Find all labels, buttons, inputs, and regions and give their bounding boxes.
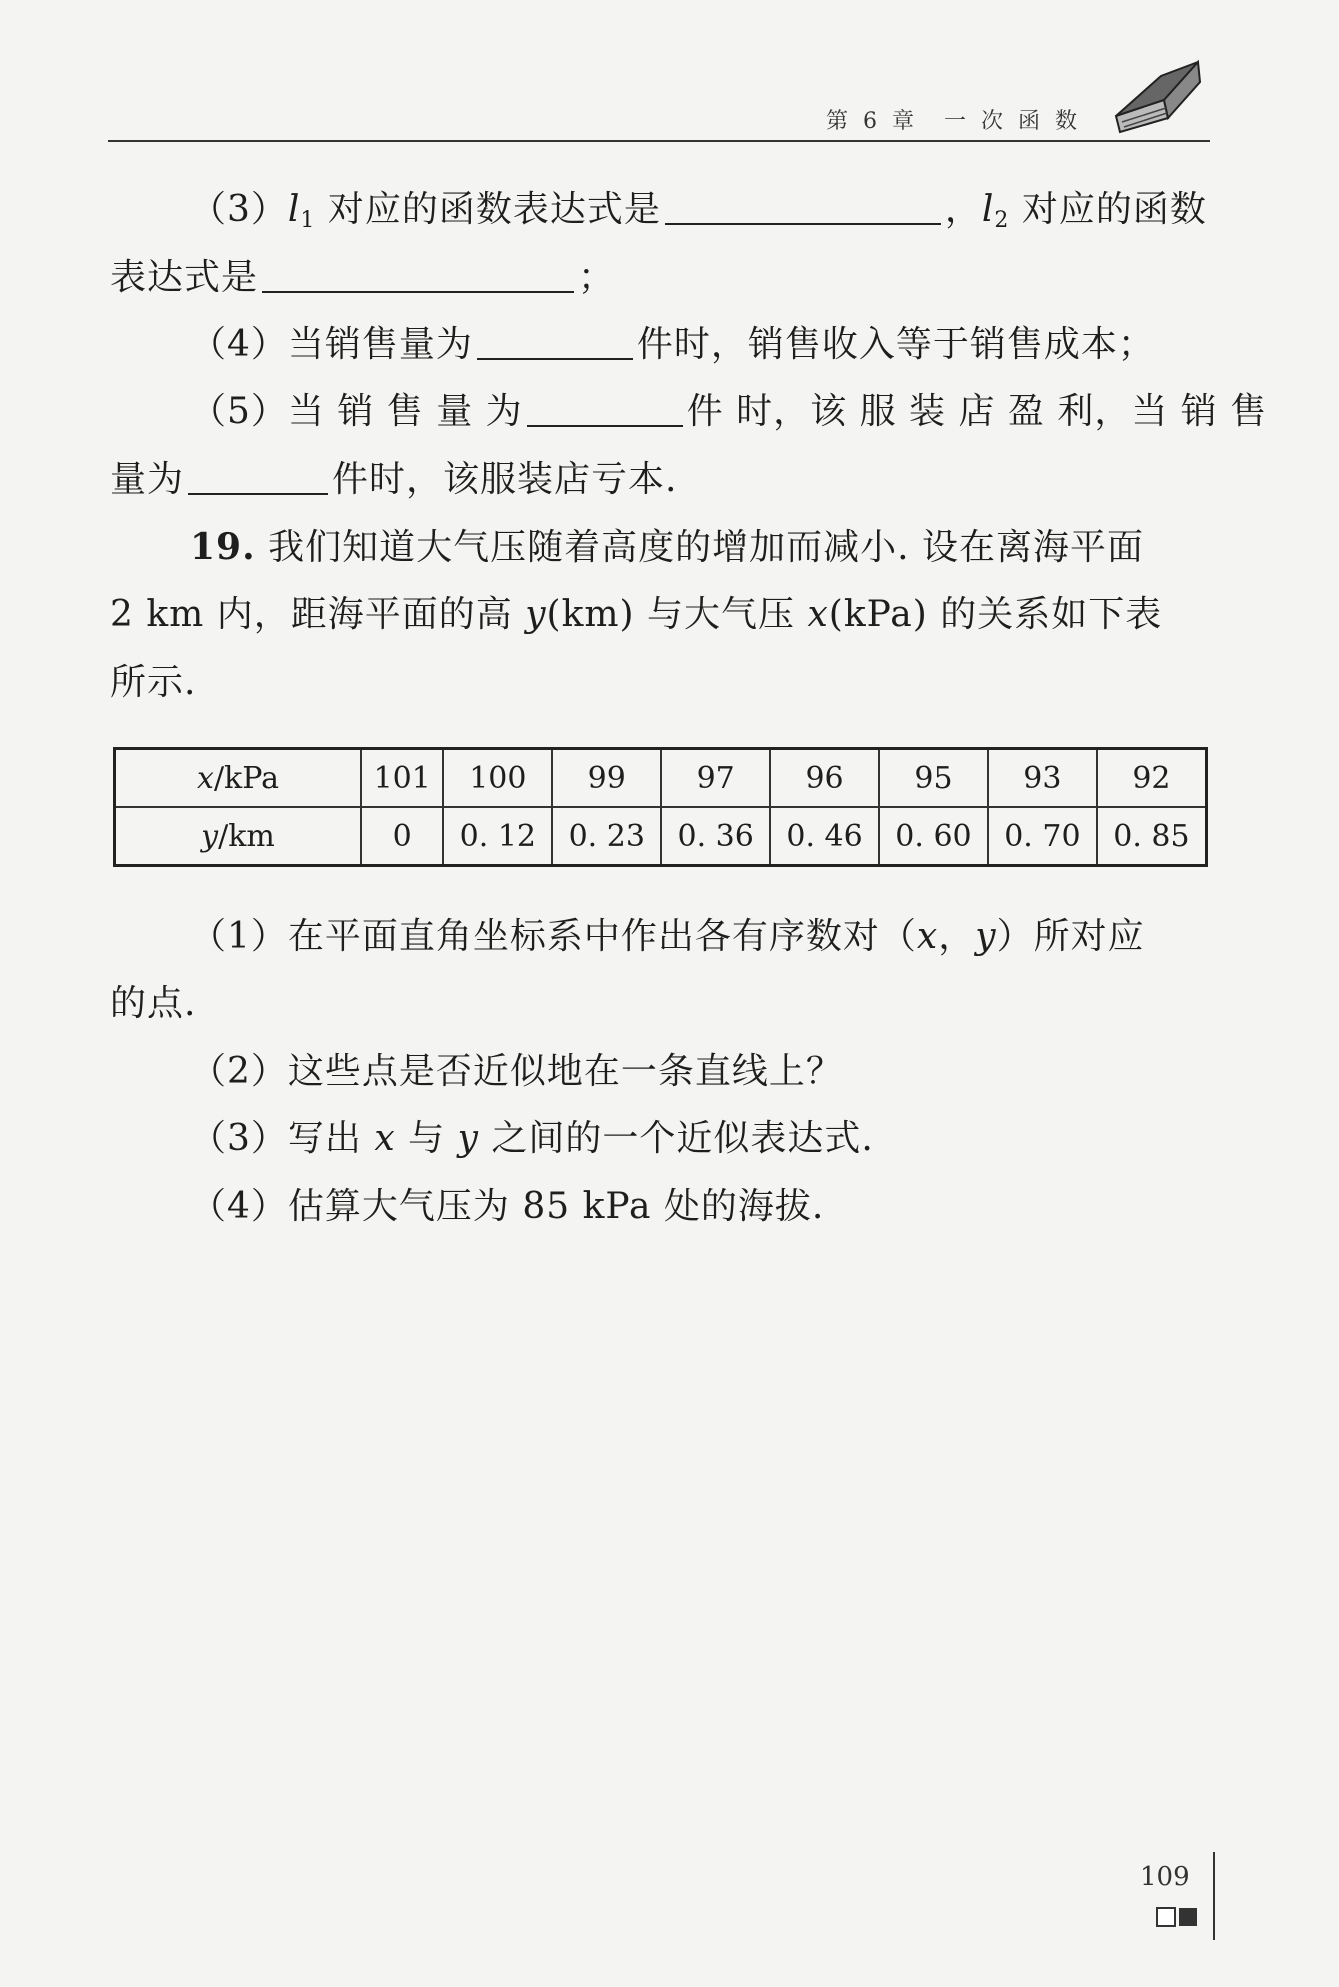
item-3-line1: $(3)l_1$ 对应的函数表达式是 ，$l_2$ 对应的函数 [190, 189, 1207, 233]
header-rule [108, 140, 1210, 142]
page-marker [1156, 1906, 1197, 1927]
answer-blank-profit[interactable] [527, 395, 683, 427]
question-19-line3: 所示. [110, 662, 197, 703]
page-number: 109 [1140, 1862, 1190, 1892]
item-5-line1: （5）当 销 售 量 为 件 时，该 服 装 店 盈 利，当 销 售 [190, 391, 1268, 432]
answer-blank-l2[interactable] [262, 261, 574, 293]
question-19-line1: 19. 我们知道大气压随着高度的增加而减小. 设在离海平面 [190, 526, 1144, 568]
table-cell: 100 [443, 749, 552, 808]
sub-question-2: （2）这些点是否近似地在一条直线上？ [190, 1051, 843, 1092]
pressure-height-table [113, 747, 1208, 867]
answer-blank-l1[interactable] [665, 193, 941, 225]
question-19-line2: 2 km 内，距海平面的高 y(km) 与大气压 x(kPa) 的关系如下表 [110, 594, 1163, 635]
sub-question-1-line1: （1）在平面直角坐标系中作出各有序数对（x，y）所对应 [190, 916, 1145, 957]
table-cell: 0 [361, 807, 443, 866]
l2-symbol: $l_2$ [981, 189, 1010, 233]
sub-question-1-line2: 的点. [110, 983, 197, 1024]
row-header-y: y/km [115, 807, 362, 866]
chapter-title: 一 次 函 数 [944, 109, 1081, 134]
answer-blank-break-even[interactable] [477, 328, 633, 360]
table-cell: 96 [770, 749, 879, 808]
sub-question-3: （3）写出 x 与 y 之间的一个近似表达式. [190, 1118, 874, 1159]
table-cell: 99 [552, 749, 661, 808]
filled-square-icon [1179, 1908, 1197, 1926]
table-cell: 93 [988, 749, 1097, 808]
table-cell: 95 [879, 749, 988, 808]
item-5-line2: 量为 件时，该服装店亏本. [110, 459, 678, 500]
running-header [826, 104, 1081, 135]
item-3-line2: 表达式是 ； [110, 257, 616, 298]
table-cell: 0. 46 [770, 807, 879, 866]
table-cell: 0. 36 [661, 807, 770, 866]
table-cell: 0. 85 [1097, 807, 1207, 866]
l1-symbol: $l_1$ [287, 189, 316, 233]
open-square-icon [1156, 1907, 1176, 1927]
question-number: 19. [190, 526, 256, 568]
answer-blank-loss[interactable] [188, 463, 328, 495]
table-cell: 101 [361, 749, 443, 808]
book-icon [1106, 56, 1206, 136]
table-cell: 0. 70 [988, 807, 1097, 866]
table-row-y [115, 807, 1207, 866]
page-number-rule [1213, 1852, 1215, 1940]
table-row-x [115, 749, 1207, 808]
chapter-label: 第 6 章 [826, 109, 919, 134]
sub-question-4: （4）估算大气压为 85 kPa 处的海拔. [190, 1186, 825, 1227]
item-4: （4）当销售量为 件时，销售收入等于销售成本； [190, 324, 1155, 365]
table-cell: 0. 60 [879, 807, 988, 866]
row-header-x: x/kPa [115, 749, 362, 808]
table-cell: 0. 12 [443, 807, 552, 866]
table-cell: 97 [661, 749, 770, 808]
table-cell: 0. 23 [552, 807, 661, 866]
table-cell: 92 [1097, 749, 1207, 808]
